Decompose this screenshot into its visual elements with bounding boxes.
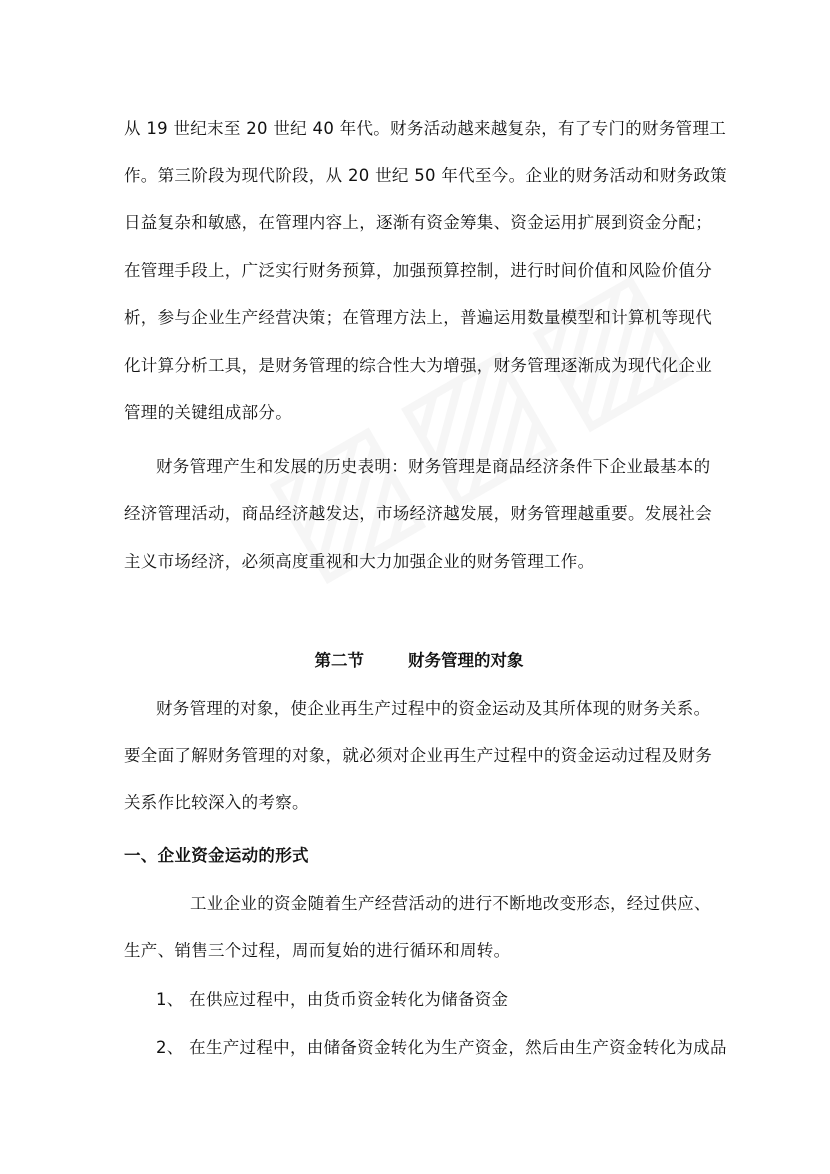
paragraph-line: 主义市场经济，必须高度重视和大力加强企业的财务管理工作。 [124, 552, 595, 571]
paragraph-line: 在管理手段上，广泛实行财务预算，加强预算控制，进行时间价值和风险价值分 [124, 261, 712, 280]
paragraph-line: 化计算分析工具，是财务管理的综合性大为增强，财务管理逐渐成为现代化企业 [124, 356, 712, 375]
paragraph-line: 析，参与企业生产经营决策；在管理方法上，普遍运用数量模型和计算机等现代 [124, 308, 712, 327]
paragraph-line: 管理的关键组成部分。 [124, 403, 292, 422]
paragraph-line: 从 19 世纪末至 20 世纪 40 年代。财务活动越来越复杂，有了专门的财务管理工 [124, 119, 727, 138]
section-heading [124, 650, 714, 672]
section-number: 第二节 [314, 651, 364, 670]
paragraph-line: 工业企业的资金随着生产经营活动的进行不断地改变形态，经过供应、 [190, 894, 711, 913]
subheading: 一、企业资金运动的形式 [124, 846, 309, 865]
paragraph-line: 财务管理产生和发展的历史表明：财务管理是商品经济条件下企业最基本的 [156, 457, 711, 476]
paragraph-line: 关系作比较深入的考察。 [124, 793, 309, 812]
list-item: 1、 在供应过程中，由货币资金转化为储备资金 [156, 990, 509, 1009]
paragraph-line: 要全面了解财务管理的对象，就必须对企业再生产过程中的资金运动过程及财务 [124, 746, 712, 765]
section-title: 财务管理的对象 [408, 651, 524, 670]
list-item: 2、 在生产过程中，由储备资金转化为生产资金，然后由生产资金转化为成品 [156, 1038, 727, 1057]
paragraph-line: 经济管理活动，商品经济越发达，市场经济越发展，财务管理越重要。发展社会 [124, 504, 712, 523]
paragraph-line: 日益复杂和敏感，在管理内容上，逐渐有资金筹集、资金运用扩展到资金分配； [124, 213, 712, 232]
paragraph-line: 财务管理的对象，使企业再生产过程中的资金运动及其所体现的财务关系。 [156, 699, 711, 718]
paragraph-line: 作。第三阶段为现代阶段，从 20 世纪 50 年代至今。企业的财务活动和财务政策 [124, 166, 727, 185]
paragraph-line: 生产、销售三个过程，周而复始的进行循环和周转。 [124, 941, 511, 960]
